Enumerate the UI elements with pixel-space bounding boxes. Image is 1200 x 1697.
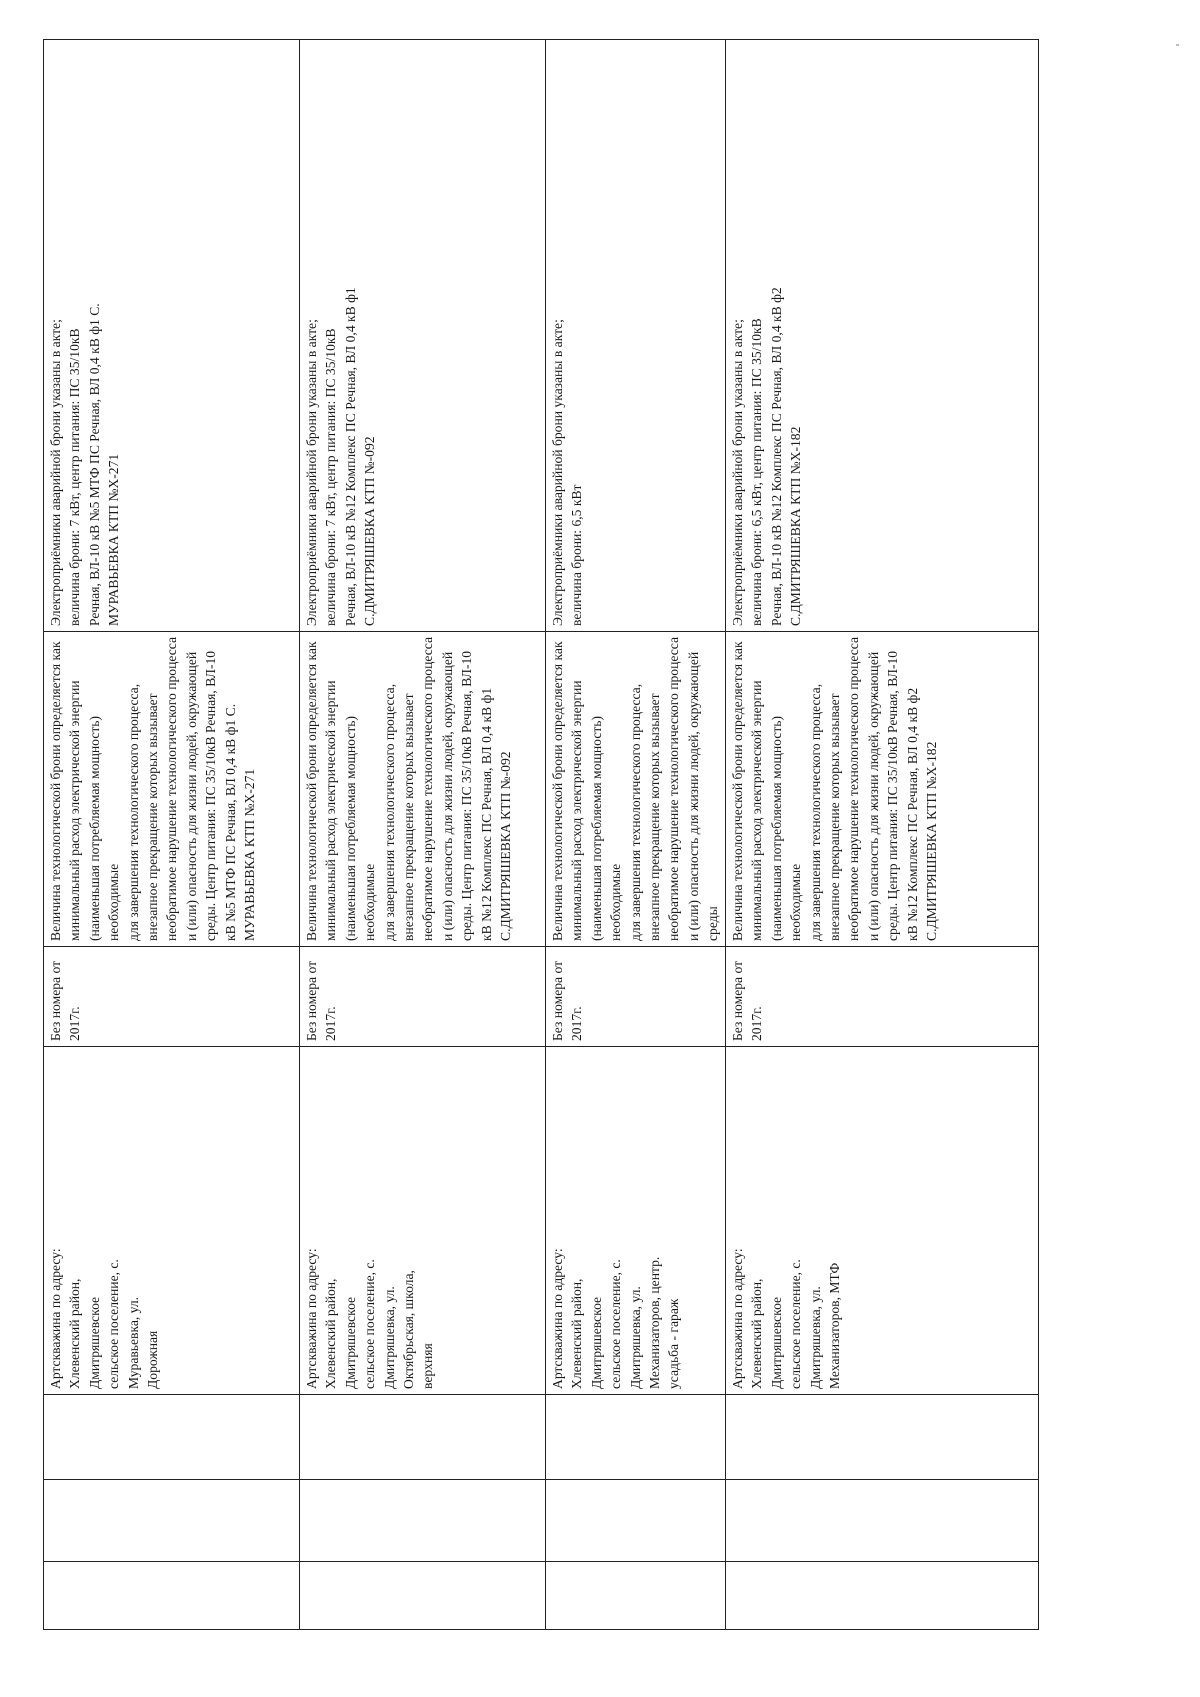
rotated-table	[43, 40, 1038, 1630]
emergency-reserve-cell	[300, 40, 546, 632]
empty-cell	[726, 1395, 1039, 1480]
emergency-reserve-cell	[44, 40, 300, 632]
address-text: Артскважина по адресу: Хлевенский район, Дмитряшевское сельское поселение, с. Дмитряшевка, ул. Механизаторов, МТФ	[730, 1248, 843, 1389]
document-cell	[300, 947, 546, 1047]
emergency-reserve-text: Электроприёмники аварийной брони указаны в акте; величина брони: 6,5 кВт, центр питания: ПС 35/10кВ Речная, ВЛ-10 кВ №12 Комплекс ПС Речная, ВЛ 0,4 кВ ф2 С.ДМИТРЯШЕВКА КТП №Х-182	[730, 287, 804, 626]
technological-reserve-text: Величина технологической брони определяется как минимальный расход электрической энергии (наименьшая потребляемая мощность) необходимые для завершения технологического процесса, внезапное прекращение которых вызывает необратимое нарушение технологического процесса и (или) опасность для жизни людей, окружающей среды. Центр питания: ПС 35/10кВ Речная, ВЛ-10 кВ №12 Комплекс ПС Речная, ВЛ 0,4 кВ ф2 С.ДМИТРЯШЕВКА КТП №Х-182	[730, 636, 940, 941]
empty-cell	[726, 1480, 1039, 1562]
empty-cell	[726, 1562, 1039, 1630]
empty-cell	[44, 1562, 300, 1630]
table-row	[726, 40, 1039, 1630]
empty-cell	[44, 1480, 300, 1562]
empty-cell	[300, 1395, 546, 1480]
empty-cell	[546, 1562, 726, 1630]
document-cell	[44, 947, 300, 1047]
table-row	[546, 40, 726, 1630]
address-text: Артскважина по адресу: Хлевенский район, Дмитряшевское сельское поселение, с. Муравьевка, ул. Дорожная	[48, 1248, 161, 1389]
emergency-reserve-text: Электроприёмники аварийной брони указаны в акте; величина брони: 6,5 кВт	[550, 319, 585, 626]
scan-mark	[1176, 44, 1179, 46]
document-text: Без номера от 2017г.	[730, 960, 765, 1041]
empty-cell	[546, 1480, 726, 1562]
technological-reserve-cell	[300, 632, 546, 947]
address-text: Артскважина по адресу: Хлевенский район, Дмитряшевское сельское поселение, с. Дмитряшевка, ул. Октябрьская, школа, верхняя	[304, 1248, 436, 1389]
power-reserve-table	[43, 39, 1039, 1630]
emergency-reserve-cell	[726, 40, 1039, 632]
address-cell	[546, 1047, 726, 1395]
table-row	[300, 40, 546, 1630]
technological-reserve-text: Величина технологической брони определяется как минимальный расход электрической энергии (наименьшая потребляемая мощность) необходимые для завершения технологического процесса, внезапное прекращение которых вызывает необратимое нарушение технологического процесса и (или) опасность для жизни людей, окружающей среды	[550, 636, 721, 941]
emergency-reserve-cell	[546, 40, 726, 632]
table-row	[44, 40, 300, 1630]
technological-reserve-cell	[726, 632, 1039, 947]
document-text: Без номера от 2017г.	[304, 960, 339, 1041]
document-text: Без номера от 2017г.	[550, 960, 585, 1041]
empty-cell	[300, 1480, 546, 1562]
address-cell	[44, 1047, 300, 1395]
technological-reserve-text: Величина технологической брони определяется как минимальный расход электрической энергии (наименьшая потребляемая мощность) необходимые для завершения технологического процесса, внезапное прекращение которых вызывает необратимое нарушение технологического процесса и (или) опасность для жизни людей, окружающей среды. Центр питания: ПС 35/10кВ Речная, ВЛ-10 кВ №12 Комплекс ПС Речная, ВЛ 0,4 кВ ф1 С.ДМИТРЯШЕВКА КТП №-092	[304, 636, 514, 941]
address-cell	[300, 1047, 546, 1395]
document-cell	[726, 947, 1039, 1047]
document-cell	[546, 947, 726, 1047]
emergency-reserve-text: Электроприёмники аварийной брони указаны в акте; величина брони: 7 кВт, центр питания: ПС 35/10кВ Речная, ВЛ-10 кВ №12 Комплекс ПС Речная, ВЛ 0,4 кВ ф1 С.ДМИТРЯШЕВКА КТП №-092	[304, 287, 378, 626]
empty-cell	[546, 1395, 726, 1480]
address-cell	[726, 1047, 1039, 1395]
technological-reserve-cell	[44, 632, 300, 947]
document-text: Без номера от 2017г.	[48, 960, 83, 1041]
empty-cell	[44, 1395, 300, 1480]
empty-cell	[300, 1562, 546, 1630]
technological-reserve-text: Величина технологической брони определяется как минимальный расход электрической энергии (наименьшая потребляемая мощность) необходимые для завершения технологического процесса, внезапное прекращение которых вызывает необратимое нарушение технологического процесса и (или) опасность для жизни людей, окружающей среды. Центр питания: ПС 35/10кВ Речная, ВЛ-10 кВ №5 МТФ ПС Речная, ВЛ 0,4 кВ ф1 С. МУРАВЬЕВКА КТП №Х-271	[48, 636, 258, 941]
emergency-reserve-text: Электроприёмники аварийной брони указаны в акте; величина брони: 7 кВт, центр питания: ПС 35/10кВ Речная, ВЛ-10 кВ №5 МТФ ПС Речная, ВЛ 0,4 кВ ф1 С. МУРАВЬЕВКА КТП №Х-271	[48, 303, 122, 626]
technological-reserve-cell	[546, 632, 726, 947]
address-text: Артскважина по адресу: Хлевенский район, Дмитряшевское сельское поселение, с. Дмитряшевка, ул. Механизаторов, центр. усадьба - гараж	[550, 1248, 682, 1389]
